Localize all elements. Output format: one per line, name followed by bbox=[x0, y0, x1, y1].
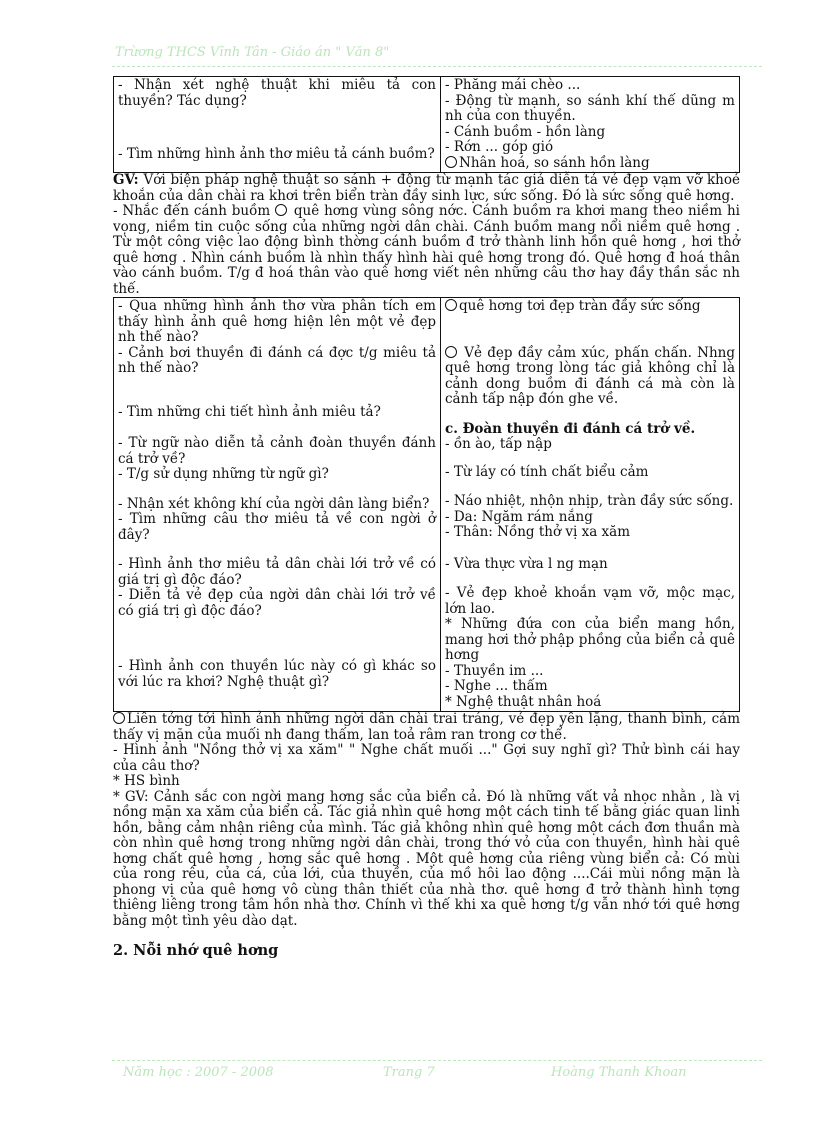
header-rule bbox=[112, 66, 762, 67]
question-cell bbox=[114, 298, 441, 712]
commentary: Liên tởng tới hình ảnh những ngời dân chài trai tráng, vẻ đẹp yên lặng, thanh bình, cảm thấy vị mặn của muối nh đang thấm, lan toả râm ran trong cơ thể. bbox=[113, 711, 740, 743]
question: - T/g sử dụng những từ ngữ gì? bbox=[118, 466, 329, 482]
table-row bbox=[114, 298, 740, 712]
teacher-note: * GV: Cảnh sắc con ngời mang hơng sắc của biển cả. Đó là những vất vả nhọc nhằn , là vị nồng mặn xa xăm của biển cả. Tác giả nhìn quê hơng một cách tinh tế bằng giác quan linh hồn, bằng cảm nhận riêng của mình. Tác giả không nhìn quê hơng một cách đơn thuần mà còn nhìn quê hơng trong những ngời dân chài, trong thớ vỏ của con thuyền, hình hài quê hơng chất quê hơng , hơng sắc quê hơng . Một quê hơng của riêng vùng biển cả: Có mùi của rong rêu, của cá, của lới, của thuyền, của mồ hôi lao động ....Cái mùi nồng mặn là phong vị của quê hơng vô cùng thân thiết của nhà thơ. quê hơng đ trở thành hình tợng thiêng liêng trong tâm hồn nhà thơ. Chính vì thế khi xa quê hơng t/g vẫn nhớ tới quê hơng bằng một tình yêu dào dạt. bbox=[113, 788, 740, 929]
answer: * Những đứa con của biển mang hồn, mang hơi thở phập phồng của biển cả quê hơng bbox=[445, 616, 735, 663]
question: - Nhận xét nghệ thuật khi miêu tả con thuyền? Tác dụng? bbox=[118, 77, 436, 109]
circle-bullet-icon bbox=[445, 156, 457, 168]
circle-bullet-icon bbox=[275, 204, 287, 216]
answer-cell bbox=[441, 298, 740, 712]
footer-year: Năm học : 2007 - 2008 bbox=[123, 1065, 274, 1080]
answer: Vẻ đẹp đầy cảm xúc, phấn chấn. Nhng quê hơng trong lòng tác giả không chỉ là cảnh dong buồm đi đánh cá mà còn là cảnh tấp nập đón ghe về. bbox=[445, 344, 735, 407]
answer: - Thân: Nồng thở vị xa xăm bbox=[445, 524, 631, 540]
question-cell bbox=[114, 77, 441, 173]
question: - Tìm những hình ảnh thơ miêu tả cánh buồm? bbox=[118, 146, 435, 162]
answer: - Da: Ngăm rám nắng bbox=[445, 508, 593, 525]
question: - Cảnh bơi thuyền đi đánh cá đợc t/g miêu tả nh thế nào? bbox=[118, 344, 436, 376]
answer: - Rớn ... góp gió bbox=[445, 139, 554, 155]
commentary: - Nhắc đến cánh buồm quê hơng vùng sông nớc. Cánh buồm ra khơi mang theo niềm hi vọng, niềm tin cuộc sống của những ngời dân chài. Cánh buồm mang nổi niềm quê hơng . Từ một công việc lao động bình thờng cánh buồm đ trở thành linh hồn quê hơng , hơi thở quê hơng . Nhìn cánh buồm là nhìn thấy hình hài quê hơng trong đó. Quê hơng đ hoá thân vào cánh buồm. T/g đ hoá thân vào quê hơng viết nên những câu thơ hay đầy thần sắc nh thế. bbox=[113, 203, 740, 297]
answer-cell bbox=[441, 77, 740, 173]
footer-page: Trang 7 bbox=[383, 1065, 435, 1080]
question: - Hình ảnh thơ miêu tả dân chài lới trở về có giá trị gì độc đáo? bbox=[118, 556, 436, 588]
question: - Nhận xét không khí của ngời dân làng biển? bbox=[118, 495, 430, 512]
lesson-table-2 bbox=[113, 297, 740, 712]
subsection-title: c. Đoàn thuyền đi đánh cá trở về. bbox=[445, 420, 696, 437]
answer: - Vẻ đẹp khoẻ khoắn vạm vỡ, mộc mạc, lớn lao. bbox=[445, 585, 735, 617]
question-text: - Hình ảnh "Nồng thở vị xa xăm" " Nghe chất muối ..." Gợi suy nghĩ gì? Thử bình cái hay của câu thơ? bbox=[113, 742, 740, 774]
circle-bullet-icon bbox=[445, 299, 457, 311]
student-note: * HS bình bbox=[113, 773, 180, 789]
question: - Từ ngữ nào diễn tả cảnh đoàn thuyền đánh cá trở về? bbox=[118, 435, 436, 467]
footer-rule bbox=[112, 1060, 762, 1061]
question: - Diễn tả vẻ đẹp của ngời dân chài lới trở về có giá trị gì độc đáo? bbox=[118, 587, 436, 619]
circle-bullet-icon bbox=[445, 346, 457, 358]
answer: - ồn ào, tấp nập bbox=[445, 436, 552, 452]
answer: - Cánh buồm - hồn làng bbox=[445, 123, 606, 140]
question: - Hình ảnh con thuyền lúc này có gì khác so với lúc ra khơi? Nghệ thuật gì? bbox=[118, 658, 436, 690]
answer: - Động từ mạnh, so sánh khí thế dũng m nh của con thuyền. bbox=[445, 92, 735, 124]
answer: - Thuyền im ... bbox=[445, 662, 544, 679]
table-row bbox=[114, 77, 740, 173]
question: - Tìm những chi tiết hình ảnh miêu tả? bbox=[118, 403, 381, 420]
circle-bullet-icon bbox=[113, 712, 125, 724]
footer-author: Hoàng Thanh Khoan bbox=[551, 1065, 687, 1080]
answer: - Vừa thực vừa l ng mạn bbox=[445, 555, 608, 572]
question: - Tìm những câu thơ miêu tả về con ngời ở đây? bbox=[118, 511, 436, 543]
gv-text: Với biện pháp nghệ thuật so sánh + động từ mạnh tác giả diễn tả vẻ đẹp vạm vỡ khoẻ khoắn của dân chài ra khơi trên biển tràn đầy sinh lực, sức sống. Đó là sức sống quê hơng. bbox=[113, 172, 740, 204]
page-body bbox=[113, 76, 740, 959]
page-header: Trừơng THCS Vĩnh Tân - Giáo án " Văn 8" bbox=[115, 45, 390, 60]
answer: - Náo nhiệt, nhộn nhịp, tràn đầy sức sống. bbox=[445, 493, 734, 509]
gv-label: GV: bbox=[113, 172, 139, 188]
section-title: 2. Nỗi nhớ quê hơng bbox=[113, 942, 279, 959]
question: - Qua những hình ảnh thơ vừa phân tích em thấy hình ảnh quê hơng hiện lên một vẻ đẹp nh thế nào? bbox=[118, 298, 436, 345]
lesson-table-1 bbox=[113, 76, 740, 173]
answer: - Nghe ... thấm bbox=[445, 678, 548, 694]
answer: quê hơng tơi đẹp tràn đầy sức sống bbox=[459, 298, 701, 314]
answer: - Từ láy có tính chất biểu cảm bbox=[445, 463, 649, 480]
answer: - Phăng mái chèo ... bbox=[445, 77, 581, 93]
answer: Nhân hoá, so sánh hồn làng bbox=[459, 154, 650, 171]
answer: * Nghệ thuật nhân hoá bbox=[445, 693, 602, 710]
teacher-note bbox=[113, 173, 740, 204]
